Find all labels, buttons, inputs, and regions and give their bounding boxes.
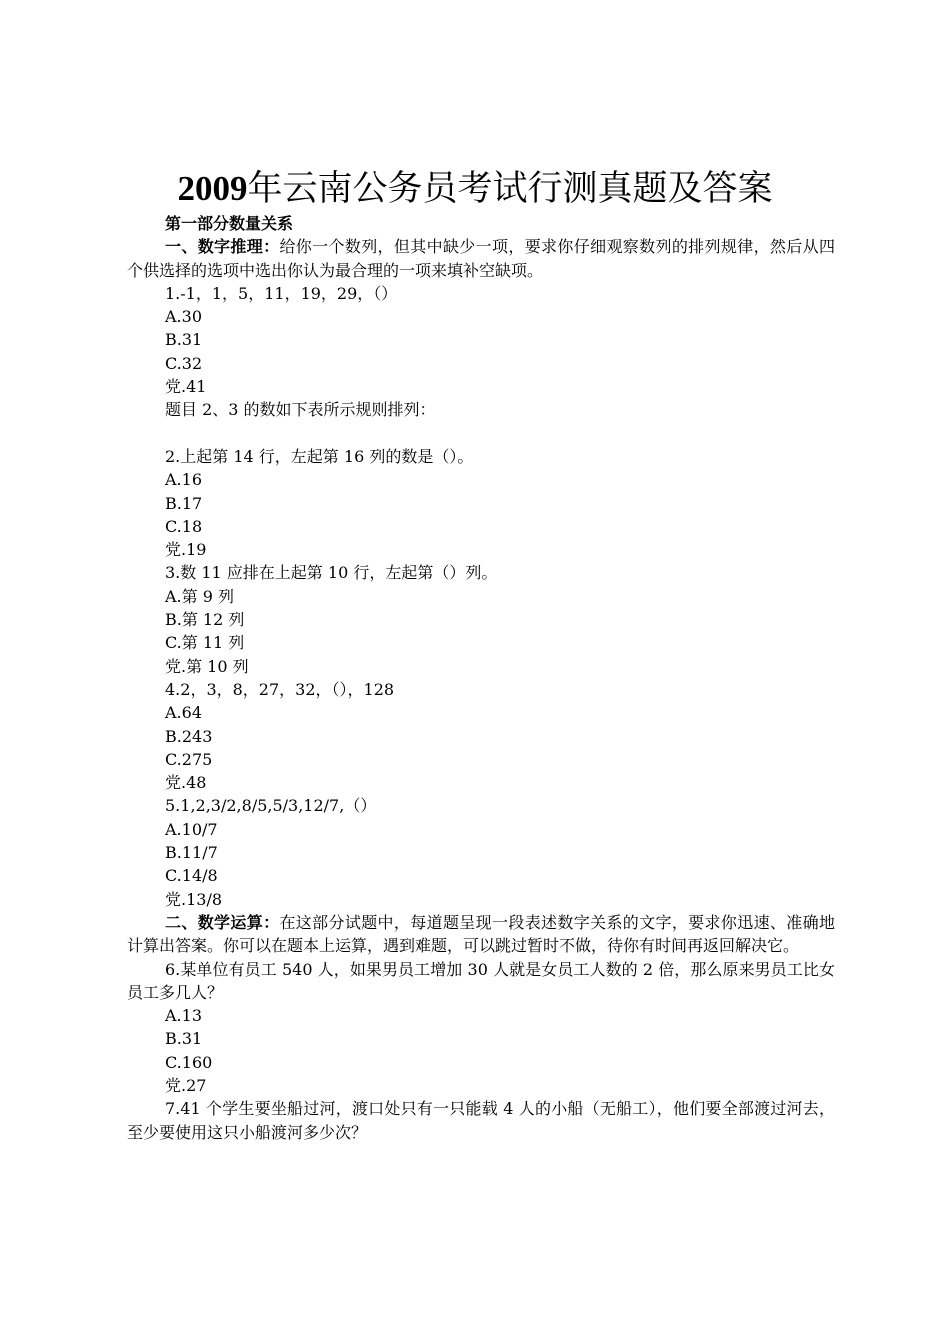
question-5-option-b: B.11/7 xyxy=(165,843,218,863)
question-1-stem: 1.-1，1，5，11，19，29，（） xyxy=(165,283,398,303)
question-1-option-b: B.31 xyxy=(165,330,203,350)
part2-heading: 二、数学运算： xyxy=(165,912,280,932)
question-6-stem: 6.某单位有员工 540 人，如果男员工增加 30 人就是女员工人数的 2 倍，那么原来男员工比女员工多几人？ xyxy=(127,959,835,1002)
question-3-option-a: A.第 9 列 xyxy=(165,586,234,606)
question-4-stem: 4.2，3，8，27，32，（），128 xyxy=(165,679,395,699)
section-heading: 第一部分数量关系 xyxy=(165,214,294,233)
part2-paragraph xyxy=(127,911,835,958)
part2-text: 在这部分试题中，每道题呈现一段表述数字关系的文字，要求你迅速、准确地计算出答案。你可以在题本上运算，遇到难题，可以跳过暂时不做，待你有时间再返回解决它。 xyxy=(127,912,835,956)
question-6-option-a: A.13 xyxy=(165,1006,202,1026)
question-2-option-d: 党.19 xyxy=(165,540,207,560)
question-4-option-b: B.243 xyxy=(165,726,213,746)
question-1-option-a: A.30 xyxy=(165,307,202,327)
question-3-option-c: C.第 11 列 xyxy=(165,633,245,653)
question-2-option-a: A.16 xyxy=(165,470,202,490)
document-title xyxy=(0,166,950,212)
question-4-option-c: C.275 xyxy=(165,749,213,769)
question-3-stem: 3.数 11 应排在上起第 10 行，左起第（）列。 xyxy=(165,563,498,583)
question-5-stem: 5.1,2,3/2,8/5,5/3,12/7,（） xyxy=(165,796,377,816)
question-5-option-d: 党.13/8 xyxy=(165,889,223,909)
question-6-option-d: 党.27 xyxy=(165,1075,207,1095)
question-3-option-d: 党.第 10 列 xyxy=(165,656,249,676)
part1-heading: 一、数字推理： xyxy=(165,237,280,257)
question-7-stem: 7.41 个学生要坐船过河，渡口处只有一只能载 4 人的小船（无船工），他们要全部渡过河去，至少要使用这只小船渡河多少次？ xyxy=(127,1099,835,1142)
missing-table-space xyxy=(127,422,835,445)
question-5-option-a: A.10/7 xyxy=(165,819,218,839)
question-2-option-b: B.17 xyxy=(165,493,203,513)
title-text: 年云南公务员考试行测真题及答案 xyxy=(247,169,773,208)
question-2-option-c: C.18 xyxy=(165,516,203,536)
question-1-option-c: C.32 xyxy=(165,353,203,373)
question-6-option-b: B.31 xyxy=(165,1029,203,1049)
part1-paragraph xyxy=(127,235,835,282)
table-note: 题目 2、3 的数如下表所示规则排列： xyxy=(165,400,436,420)
document-body xyxy=(127,212,835,1144)
title-year: 2009 xyxy=(177,169,248,208)
question-4-option-a: A.64 xyxy=(165,703,202,723)
question-2-stem: 2.上起第 14 行，左起第 16 列的数是（）。 xyxy=(165,446,474,466)
question-1-option-d: 党.41 xyxy=(165,377,207,397)
question-5-option-c: C.14/8 xyxy=(165,866,218,886)
question-6-option-c: C.160 xyxy=(165,1052,213,1072)
question-3-option-b: B.第 12 列 xyxy=(165,610,245,630)
question-4-option-d: 党.48 xyxy=(165,773,207,793)
part1-text: 给你一个数列，但其中缺少一项，要求你仔细观察数列的排列规律，然后从四个供选择的选项中选出你认为最合理的一项来填补空缺项。 xyxy=(127,237,835,280)
